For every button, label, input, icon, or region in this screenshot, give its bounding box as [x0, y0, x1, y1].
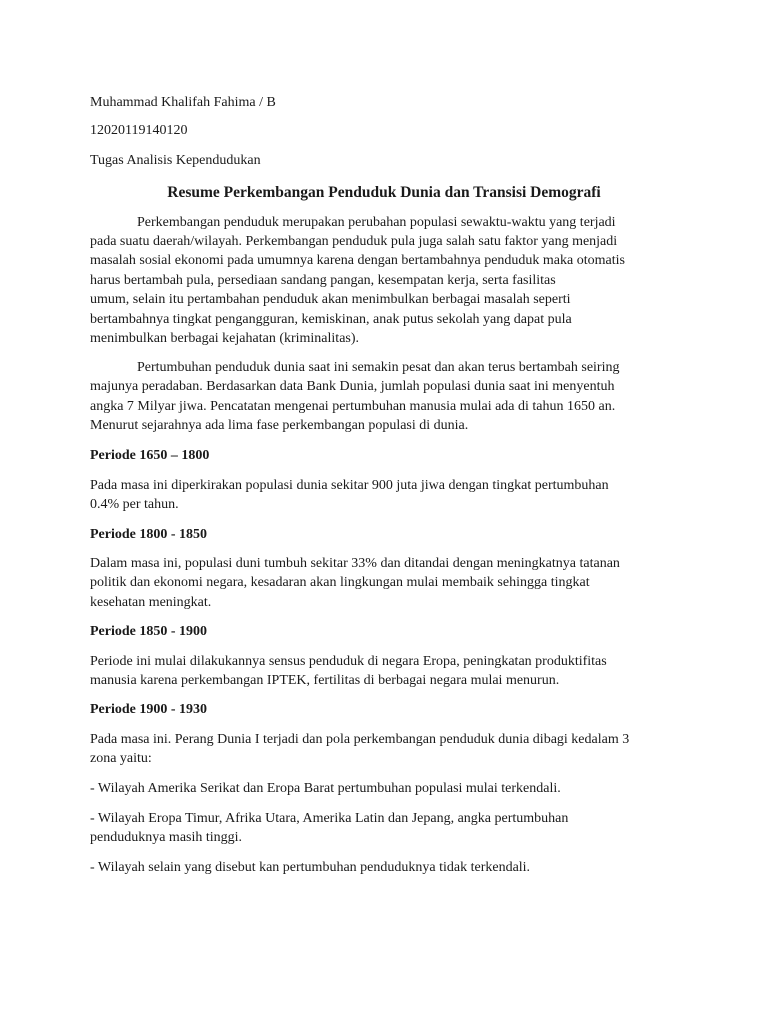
intro-p2-line: Pertumbuhan penduduk dunia saat ini semakin pesat dan akan terus bertambah seiring [137, 360, 620, 375]
period-body-line: kesehatan meningkat. [90, 595, 212, 610]
list-item: - Wilayah selain yang disebut kan pertumbuhan penduduknya tidak terkendali. [90, 860, 531, 875]
period-body-line: Periode ini mulai dilakukannya sensus penduduk di negara Eropa, peningkatan produktifitas [90, 654, 607, 669]
student-id-line: 12020119140120 [90, 123, 188, 138]
intro-p1-line: menimbulkan berbagai kejahatan (kriminalitas). [90, 331, 360, 346]
period-body-line: zona yaitu: [90, 751, 152, 766]
intro-p1-line: harus bertambah pula, persediaan sandang pangan, kesempatan kerja, serta fasilitas [90, 273, 556, 288]
period-body-line: Pada masa ini. Perang Dunia I terjadi dan pola perkembangan penduduk dunia dibagi kedalam 3 [90, 732, 630, 747]
period-body-line: 0.4% per tahun. [90, 497, 179, 512]
intro-p2-line: Menurut sejarahnya ada lima fase perkembangan populasi di dunia. [90, 418, 469, 433]
period-body-line: manusia karena perkembangan IPTEK, fertilitas di berbagai negara mulai menurun. [90, 673, 560, 688]
period-heading: Periode 1650 – 1800 [90, 448, 210, 463]
list-item: - Wilayah Amerika Serikat dan Eropa Barat pertumbuhan populasi mulai terkendali. [90, 781, 561, 796]
intro-p1-line: Perkembangan penduduk merupakan perubahan populasi sewaktu-waktu yang terjadi [137, 215, 616, 230]
document-title: Resume Perkembangan Penduduk Dunia dan Transisi Demografi [167, 184, 601, 201]
period-body-line: Dalam masa ini, populasi duni tumbuh sekitar 33% dan ditandai dengan meningkatnya tatanan [90, 556, 620, 571]
period-heading: Periode 1800 - 1850 [90, 527, 208, 542]
list-item: - Wilayah Eropa Timur, Afrika Utara, Amerika Latin dan Jepang, angka pertumbuhan [90, 811, 569, 826]
author-name-line: Muhammad Khalifah Fahima / B [90, 95, 276, 110]
intro-p1-line: umum, selain itu pertambahan penduduk akan menimbulkan berbagai masalah seperti [90, 292, 571, 307]
intro-p2-line: majunya peradaban. Berdasarkan data Bank Dunia, jumlah populasi dunia saat ini menyentuh [90, 379, 615, 394]
period-body-line: Pada masa ini diperkirakan populasi dunia sekitar 900 juta jiwa dengan tingkat pertumbuhan [90, 478, 609, 493]
period-body-line: politik dan ekonomi negara, kesadaran akan lingkungan mulai membaik sehingga tingkat [90, 575, 590, 590]
intro-p1-line: masalah sosial ekonomi pada umumnya karena dengan bertambahnya penduduk maka otomatis [90, 253, 625, 268]
period-heading: Periode 1900 - 1930 [90, 702, 208, 717]
course-line: Tugas Analisis Kependudukan [90, 153, 261, 168]
intro-p1-line: pada suatu daerah/wilayah. Perkembangan penduduk pula juga salah satu faktor yang menjadi [90, 234, 618, 249]
list-item-continuation: penduduknya masih tinggi. [90, 830, 243, 845]
intro-p2-line: angka 7 Milyar jiwa. Pencatatan mengenai pertumbuhan manusia mulai ada di tahun 1650 an. [90, 399, 616, 414]
period-heading: Periode 1850 - 1900 [90, 624, 208, 639]
intro-p1-line: bertambahnya tingkat pengangguran, kemiskinan, anak putus sekolah yang dapat pula [90, 312, 572, 327]
